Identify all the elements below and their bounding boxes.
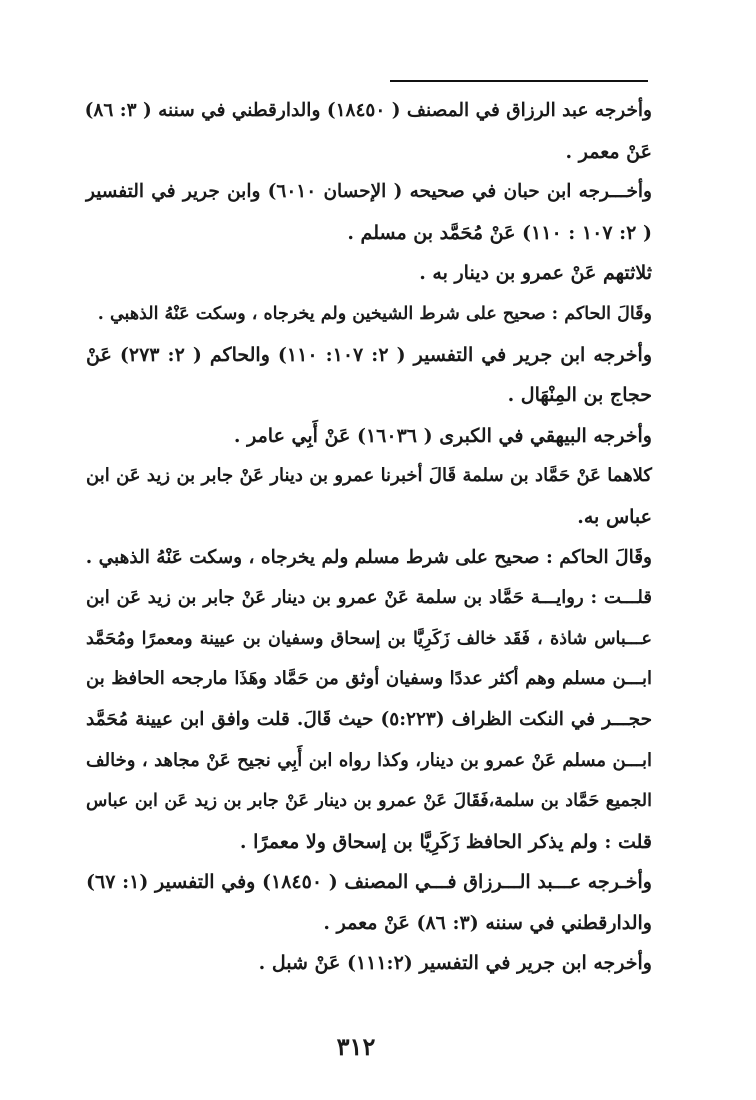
text-line: وأخرجه ابن جرير في التفسير (١١١:٢) عَنْ شبل . xyxy=(258,952,652,975)
text-line: حجاج بن المِنْهَال . xyxy=(507,384,652,407)
text-line: ثلاثتهم عَنْ عمرو بن دينار به . xyxy=(419,262,652,285)
text-line: كلاهما عَنْ حَمَّاد بن سلمة قَالَ أخبرنا عمرو بن دينار عَنْ جابر بن زيد عَن ابن xyxy=(86,465,652,487)
text-line: الجميع حَمَّاد بن سلمة،فَقَالَ عَنْ عمرو بن دينار عَنْ جابر بن زيد عَن ابن عباس xyxy=(86,791,652,812)
text-line: وأخرجه البيهقي في الكبرى ( ١٦٠٣٦) عَنْ أَبِي عامر . xyxy=(233,424,652,447)
text-line: وأخرجه عبد الرزاق في المصنف ( ١٨٤٥٠) والدارقطني في سننه ( ٣: ٨٦) xyxy=(84,100,652,121)
text-line: والدارقطني في سننه (٣: ٨٦) عَنْ معمر . xyxy=(323,911,652,934)
text-line: عَنْ معمر . xyxy=(565,140,652,163)
header-rule xyxy=(390,80,648,82)
text-line: ابـــن مسلم وهم أكثر عددًا وسفيان أوثق من حَمَّاد وهَذَا مارجحه الحافظ بن xyxy=(86,668,652,690)
text-line: ابـــن مسلم عَنْ عمرو بن دينار، وكذا رواه ابن أَبِي نجيح عَنْ مجاهد ، وخالف xyxy=(86,749,652,771)
page-number: ٣١٢ xyxy=(336,1032,376,1061)
text-line: وقَالَ الحاكم : صحيح على شرط الشيخين ولم يخرجاه ، وسكت عَنْهُ الذهبي . xyxy=(97,303,652,324)
text-line: عـــباس شاذة ، فَقَد خالف زَكَرِيَّا بن إسحاق وسفيان بن عيينة ومعمرًا ومُحَمَّد xyxy=(86,628,652,649)
text-line: وأخـرجه عـــبد الـــرزاق فـــي المصنف ( ١٨٤٥٠) وفي التفسير (١: ٦٧) xyxy=(86,871,652,894)
text-line: وأخـــرجه ابن حبان في صحيحه ( الإحسان ٦٠١٠) وابن جرير في التفسير xyxy=(86,181,652,203)
text-line: عباس به. xyxy=(577,505,652,528)
text-line: قلت : ولم يذكر الحافظ زَكَرِيَّا بن إسحاق ولا معمرًا . xyxy=(239,830,652,853)
text-line: ( ٢: ١٠٧ : ١١٠) عَنْ مُحَمَّد بن مسلم . xyxy=(347,221,652,244)
page-body xyxy=(86,91,652,984)
text-line: وأخرجه ابن جرير في التفسير ( ٢: ١٠٧: ١١٠) والحاكم ( ٢: ٢٧٣) عَنْ xyxy=(86,343,653,366)
text-line: وقَالَ الحاكم : صحيح على شرط مسلم ولم يخرجاه ، وسكت عَنْهُ الذهبي . xyxy=(85,546,652,568)
text-line: حجـــر في النكت الظراف (٥:٢٢٣) حيث قَالَ. قلت وافق ابن عيينة مُحَمَّد xyxy=(86,708,653,730)
text-line: قلـــت : روايـــة حَمَّاد بن سلمة عَنْ عمرو بن دينار عَنْ جابر بن زيد عَن ابن xyxy=(86,587,652,609)
